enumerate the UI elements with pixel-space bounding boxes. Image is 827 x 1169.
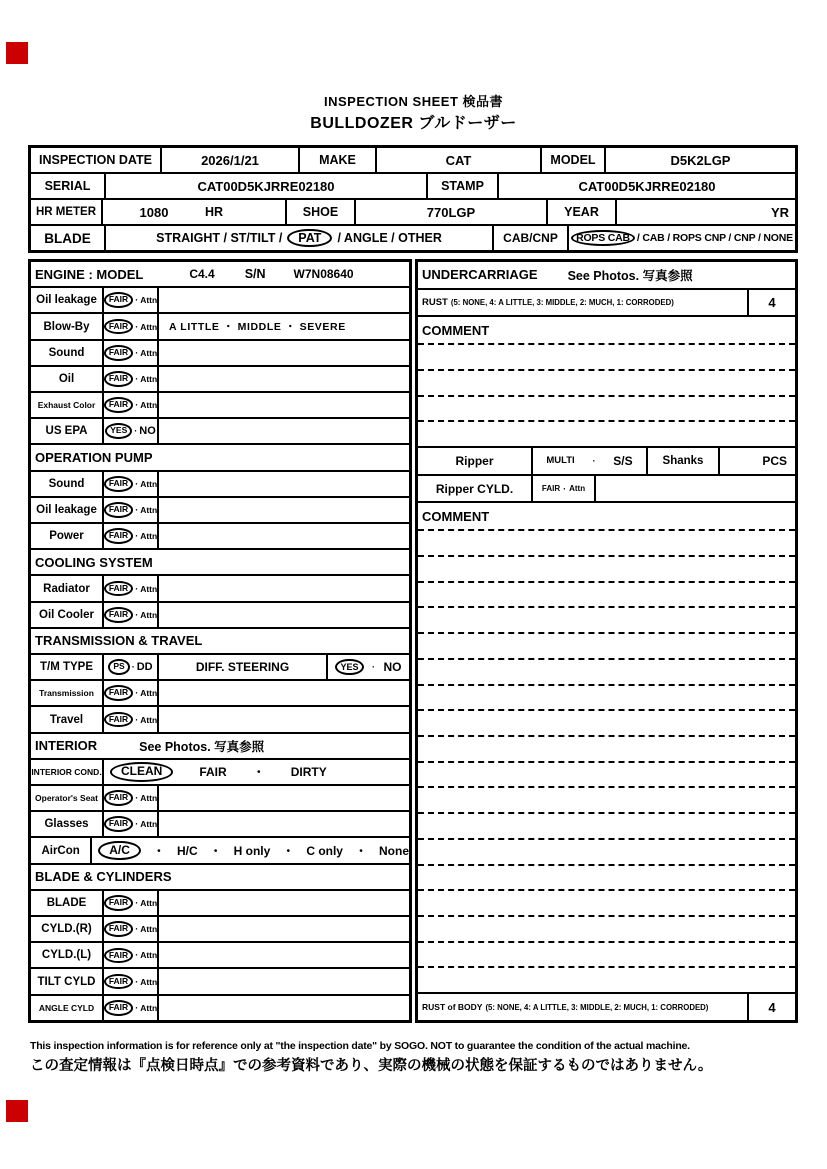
item-label: Oil leakage xyxy=(31,498,104,522)
selected-rating: FAIR xyxy=(104,502,133,518)
hr-meter-cell xyxy=(101,200,285,224)
rating-cell xyxy=(104,419,159,443)
item-label: CYLD.(L) xyxy=(31,943,104,967)
separator-dot: · xyxy=(135,400,139,411)
blade-options-pre: STRAIGHT / ST/TILT / xyxy=(156,231,283,245)
item-label: Sound xyxy=(31,472,104,496)
comment-line xyxy=(418,606,795,632)
option-label: ・ xyxy=(252,765,265,780)
ripper-cyld-label: Ripper CYLD. xyxy=(418,476,533,502)
rating-cell xyxy=(104,655,159,679)
option-label: None xyxy=(379,843,409,858)
item-label: Exhaust Color xyxy=(31,393,104,417)
engine-title: ENGINE : MODEL xyxy=(35,266,144,282)
comment-line xyxy=(418,812,795,838)
separator-dot: · xyxy=(135,976,139,987)
machine-type-title: BULLDOZER ブルドーザー xyxy=(310,115,517,132)
option-label: ・ xyxy=(354,844,367,859)
shanks-pcs-value: PCS xyxy=(762,453,787,468)
separator-dot: · xyxy=(135,897,139,908)
selected-rating: FAIR xyxy=(104,921,133,937)
rust-body-rating-value: 4 xyxy=(768,999,776,1015)
option-label: H/C xyxy=(176,843,198,858)
rating-cell xyxy=(104,943,159,967)
options-row xyxy=(31,836,409,862)
option-label: FAIR xyxy=(199,764,227,779)
ripper-cyld-rating xyxy=(533,476,596,502)
red-stamp-marker-top xyxy=(6,42,28,64)
red-stamp-marker-bottom xyxy=(6,1100,28,1122)
footer-disclaimer-jp: この査定情報は『点検日時点』での参考資料であり、実際の機械の状態を保証するものではありません。 xyxy=(30,1058,713,1074)
item-label: INTERIOR COND. xyxy=(31,760,104,784)
item-label: Sound xyxy=(31,341,104,365)
rating-cell xyxy=(104,786,159,810)
rating-cell xyxy=(104,498,159,522)
inspection-row xyxy=(31,915,409,941)
year-label: YEAR xyxy=(546,200,615,224)
section-subtitle: See Photos. 写真参照 xyxy=(139,739,265,754)
section-title: TRANSMISSION & TRAVEL xyxy=(35,633,203,649)
inspection-row xyxy=(31,967,409,993)
hr-meter-value: 1080 xyxy=(139,204,169,220)
engine-sn-value: W7N08640 xyxy=(293,267,354,282)
alt-rating: Attn xyxy=(140,976,158,987)
comment-line xyxy=(418,632,795,658)
rating-cell xyxy=(104,917,159,941)
section-header xyxy=(31,443,409,469)
alt-rating: Attn xyxy=(140,400,158,411)
ripper-label: Ripper xyxy=(418,448,533,474)
rating-cell xyxy=(104,707,159,731)
comment-line xyxy=(418,709,795,735)
undercarriage-title: UNDERCARRIAGE xyxy=(422,267,538,283)
inspection-table-right xyxy=(415,259,798,1023)
section-header xyxy=(31,627,409,653)
item-label: CYLD.(R) xyxy=(31,917,104,941)
undercarriage-comment-header: COMMENT xyxy=(418,315,795,343)
alt-rating: Attn xyxy=(140,793,158,804)
rating-cell xyxy=(104,603,159,627)
comment-line xyxy=(418,581,795,607)
inspection-row xyxy=(31,391,409,417)
options-cell xyxy=(92,841,409,861)
item-label: Oil xyxy=(31,367,104,391)
comment-line xyxy=(418,761,795,787)
undercarriage-subtitle: See Photos. 写真参照 xyxy=(567,268,693,283)
inspection-date-value: 2026/1/21 xyxy=(160,148,298,172)
inspection-row xyxy=(31,470,409,496)
undercarriage-comment-area xyxy=(418,343,795,446)
year-unit: YR xyxy=(770,204,789,220)
inspection-row xyxy=(31,286,409,312)
ripper-cyld-alt: Attn xyxy=(569,484,586,494)
rust-body-scale-text: (5: NONE, 4: A LITTLE, 3: MIDDLE, 2: MUCH, 1: CORRODED) xyxy=(485,1002,709,1012)
cab-cnp-label: CAB/CNP xyxy=(492,226,567,250)
separator-dot: · xyxy=(131,662,135,673)
rating-cell xyxy=(104,314,159,338)
option-label: ・ xyxy=(282,844,295,859)
separator-dot: · xyxy=(135,321,139,332)
selected-rating: FAIR xyxy=(104,974,133,990)
diff-steering-label: DIFF. STEERING xyxy=(159,655,328,679)
selected-rating: FAIR xyxy=(104,948,133,964)
ripper-cyld-val: FAIR xyxy=(541,484,561,494)
alt-rating: Attn xyxy=(140,531,158,542)
alt-rating: Attn xyxy=(140,688,158,699)
ripper-option-multi: MULTI xyxy=(546,455,575,467)
alt-rating: Attn xyxy=(140,321,158,332)
item-label: T/M TYPE xyxy=(31,655,104,679)
separator-dot: · xyxy=(135,504,139,515)
comment-line xyxy=(418,786,795,812)
option-label: C only xyxy=(306,843,343,858)
item-label: Blow-By xyxy=(31,314,104,338)
ripper-row xyxy=(418,446,795,474)
rating-cell xyxy=(104,524,159,548)
item-label: ANGLE CYLD xyxy=(31,996,104,1020)
rating-cell xyxy=(104,812,159,836)
ripper-cyld-row xyxy=(418,474,795,502)
comment-line xyxy=(418,735,795,761)
model-value: D5K2LGP xyxy=(604,148,795,172)
engine-model-value: C4.4 xyxy=(189,267,215,282)
option-label: DIRTY xyxy=(290,764,327,779)
hr-meter-label: HR METER xyxy=(35,206,97,218)
section-header xyxy=(31,732,409,758)
options-cell xyxy=(104,762,409,782)
selected-rating: FAIR xyxy=(104,607,133,623)
rating-cell xyxy=(104,472,159,496)
separator-dot: · xyxy=(371,662,375,673)
blade-option-selected: PAT xyxy=(287,229,332,247)
selected-option: CLEAN xyxy=(110,762,173,782)
inspection-row xyxy=(31,365,409,391)
undercarriage-header xyxy=(418,262,795,288)
separator-dot: · xyxy=(135,531,139,542)
section-title: OPERATION PUMP xyxy=(35,450,153,466)
alt-rating: Attn xyxy=(140,478,158,489)
selected-rating: PS xyxy=(108,659,129,675)
comment-line xyxy=(418,658,795,684)
rust-label: RUST xyxy=(422,297,448,309)
comment-line xyxy=(418,369,795,395)
serial-label: SERIAL xyxy=(44,179,91,193)
comment-line xyxy=(418,343,795,369)
item-label: US EPA xyxy=(31,419,104,443)
alt-rating: Attn xyxy=(140,897,158,908)
section-title: INTERIOR xyxy=(35,738,98,754)
rating-cell xyxy=(104,969,159,993)
comment-cell: A LITTLE ・ MIDDLE ・ SEVERE xyxy=(169,321,346,333)
cab-options-cell xyxy=(567,226,795,250)
separator-dot: · xyxy=(135,347,139,358)
spec-row-2 xyxy=(31,172,795,198)
model-label: MODEL xyxy=(540,148,604,172)
stamp-value: CAT00D5KJRRE02180 xyxy=(497,174,795,198)
serial-value: CAT00D5KJRRE02180 xyxy=(104,174,426,198)
separator-dot: · xyxy=(134,426,138,437)
spec-row-3 xyxy=(31,198,795,224)
option-label: ・ xyxy=(209,844,222,859)
inspection-row xyxy=(31,941,409,967)
selected-rating: FAIR xyxy=(104,895,133,911)
inspection-row xyxy=(31,496,409,522)
separator-dot: · xyxy=(135,583,139,594)
separator-dot: · xyxy=(135,295,139,306)
inspection-row xyxy=(31,312,409,338)
separator-dot: · xyxy=(563,483,567,494)
section-header xyxy=(31,863,409,889)
rust-body-scale-cell xyxy=(418,994,749,1020)
alt-rating: Attn xyxy=(140,609,158,620)
section-title: COOLING SYSTEM xyxy=(35,554,153,570)
inspection-date-label: INSPECTION DATE xyxy=(39,153,152,167)
inspection-row xyxy=(31,889,409,915)
sheet-title: INSPECTION SHEET 検品書 xyxy=(323,94,504,109)
rust-of-body-row xyxy=(418,992,795,1020)
alt-rating: Attn xyxy=(140,373,158,384)
separator-dot: · xyxy=(135,373,139,384)
alt-rating: Attn xyxy=(140,583,158,594)
selected-rating: FAIR xyxy=(104,319,133,335)
comment-line xyxy=(418,555,795,581)
item-label: Oil Cooler xyxy=(31,603,104,627)
inspection-row xyxy=(31,339,409,365)
tm-type-row xyxy=(31,653,409,679)
selected-rating: FAIR xyxy=(104,397,133,413)
alt-rating: Attn xyxy=(140,295,158,306)
inspection-row xyxy=(31,810,409,836)
inspection-table-left xyxy=(28,259,412,1023)
separator-dot: · xyxy=(135,1002,139,1013)
inspection-row xyxy=(31,417,409,443)
selected-rating: FAIR xyxy=(104,816,133,832)
item-label: Transmission xyxy=(31,681,104,705)
alt-rating: Attn xyxy=(140,950,158,961)
machine-spec-table xyxy=(28,145,798,253)
inspection-row xyxy=(31,994,409,1020)
item-label: TILT CYLD xyxy=(31,969,104,993)
comment-line xyxy=(418,684,795,710)
selected-rating: FAIR xyxy=(104,712,133,728)
separator-dot: · xyxy=(135,714,139,725)
inspection-row xyxy=(31,522,409,548)
comment-line xyxy=(418,838,795,864)
alt-rating: NO xyxy=(383,660,402,675)
separator-dot: · xyxy=(135,924,139,935)
alt-rating: DD xyxy=(136,661,153,674)
separator-dot: · xyxy=(135,793,139,804)
comment-line xyxy=(418,420,795,446)
blade-options-cell xyxy=(104,226,492,250)
rust-rating-value: 4 xyxy=(768,295,776,311)
footer-disclaimer-en: This inspection information is for reference only at "the inspection date" by SOGO. NOT to guarantee the condition of the actual machine. xyxy=(30,1040,690,1052)
engine-section-header xyxy=(31,262,409,286)
separator-dot: · xyxy=(135,819,139,830)
spec-row-1 xyxy=(31,148,795,172)
rust-scale-text: (5: NONE, 4: A LITTLE, 3: MIDDLE, 2: MUCH, 1: CORRODED) xyxy=(450,298,674,308)
rating-cell xyxy=(104,996,159,1020)
separator-dot: · xyxy=(135,478,139,489)
make-value: CAT xyxy=(375,148,540,172)
diff-steering-rating xyxy=(328,659,409,675)
comment-line xyxy=(418,529,795,555)
item-label: BLADE xyxy=(31,891,104,915)
comment-line xyxy=(418,966,795,992)
option-label: H only xyxy=(233,843,271,858)
item-label: Power xyxy=(31,524,104,548)
item-label: Glasses xyxy=(31,812,104,836)
alt-rating: Attn xyxy=(140,819,158,830)
rating-cell xyxy=(104,576,159,600)
selected-rating: FAIR xyxy=(104,292,133,308)
rating-cell xyxy=(104,288,159,312)
item-label: Travel xyxy=(31,707,104,731)
inspection-row xyxy=(31,601,409,627)
selected-rating: FAIR xyxy=(104,1000,133,1016)
hr-unit: HR xyxy=(205,205,224,219)
ripper-type-cell xyxy=(533,448,648,474)
cab-options-post: / CAB / ROPS CNP / CNP / NONE xyxy=(636,232,793,244)
inspection-body xyxy=(28,259,798,1023)
general-comment-header: COMMENT xyxy=(418,501,795,529)
inspection-row xyxy=(31,679,409,705)
stamp-label: STAMP xyxy=(426,174,497,198)
options-row xyxy=(31,758,409,784)
rating-cell xyxy=(104,393,159,417)
item-label: Operator's Seat xyxy=(31,786,104,810)
section-header xyxy=(31,548,409,574)
inspection-row xyxy=(31,574,409,600)
item-label: Oil leakage xyxy=(31,288,104,312)
engine-sn-label: S/N xyxy=(244,267,266,282)
item-label: Radiator xyxy=(31,576,104,600)
rating-cell xyxy=(104,891,159,915)
alt-rating: Attn xyxy=(140,504,158,515)
inspection-row xyxy=(31,705,409,731)
make-label: MAKE xyxy=(298,148,375,172)
rust-scale-cell xyxy=(418,290,749,316)
comment-line xyxy=(418,915,795,941)
alt-rating: Attn xyxy=(140,347,158,358)
separator-dot: · xyxy=(135,609,139,620)
selected-rating: YES xyxy=(335,659,363,675)
selected-rating: FAIR xyxy=(104,790,133,806)
year-cell xyxy=(615,200,795,224)
selected-rating: FAIR xyxy=(104,685,133,701)
spec-row-4 xyxy=(31,224,795,250)
item-label: AirCon xyxy=(31,838,92,862)
selected-option: A/C xyxy=(98,841,141,861)
alt-rating: Attn xyxy=(140,714,158,725)
selected-rating: FAIR xyxy=(104,371,133,387)
ripper-option-ss: S/S xyxy=(613,453,633,468)
shoe-value: 770LGP xyxy=(354,200,546,224)
alt-rating: Attn xyxy=(140,924,158,935)
separator-dot: · xyxy=(135,688,139,699)
rust-row xyxy=(418,288,795,316)
rating-cell xyxy=(104,341,159,365)
rating-cell xyxy=(104,367,159,391)
rust-body-label: RUST of BODY xyxy=(422,1002,483,1013)
selected-rating: FAIR xyxy=(104,345,133,361)
separator-dot: · xyxy=(592,455,596,466)
blade-options-post: / ANGLE / OTHER xyxy=(337,231,442,245)
general-comment-area xyxy=(418,529,795,992)
option-label: ・ xyxy=(152,844,165,859)
separator-dot: · xyxy=(135,950,139,961)
shoe-label: SHOE xyxy=(285,200,354,224)
alt-rating: Attn xyxy=(140,1002,158,1013)
alt-rating: NO xyxy=(139,425,156,438)
cab-option-selected: ROPS CAB xyxy=(571,230,635,246)
shanks-label: Shanks xyxy=(648,448,720,474)
section-title: BLADE & CYLINDERS xyxy=(35,869,172,885)
selected-rating: FAIR xyxy=(104,581,133,597)
rating-cell xyxy=(104,681,159,705)
blade-label: BLADE xyxy=(44,230,91,246)
inspection-row xyxy=(31,784,409,810)
selected-rating: FAIR xyxy=(104,528,133,544)
selected-rating: YES xyxy=(105,423,132,439)
comment-line xyxy=(418,889,795,915)
comment-line xyxy=(418,395,795,421)
selected-rating: FAIR xyxy=(104,476,133,492)
comment-line xyxy=(418,941,795,967)
comment-line xyxy=(418,864,795,890)
